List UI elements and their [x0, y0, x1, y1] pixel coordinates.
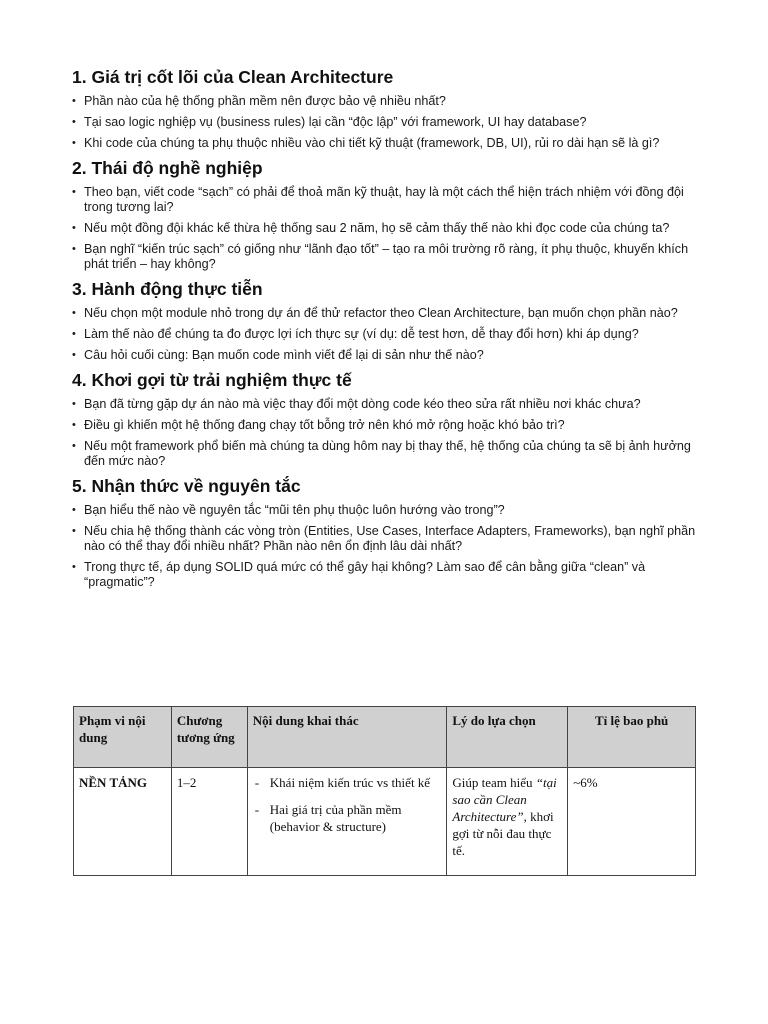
- header-reason: Lý do lựa chọn: [447, 707, 568, 768]
- header-scope: Phạm vi nội dung: [74, 707, 172, 768]
- section-title: 5. Nhận thức về nguyên tắc: [72, 476, 301, 496]
- list-item: [72, 560, 708, 590]
- list-item: [72, 524, 708, 554]
- section-2: [72, 157, 708, 272]
- bullet-icon: •: [72, 186, 76, 198]
- list-item: [72, 242, 708, 272]
- cell-reason: [447, 768, 568, 876]
- question-text: Nếu một framework phổ biến mà chúng ta dùng hôm nay bị thay thế, hệ thống của chúng ta sẽ bị ảnh hưởng đến mức nào?: [84, 439, 691, 468]
- list-item: [72, 136, 708, 151]
- question-list: [72, 306, 708, 363]
- reason-tail: , khơi gợi từ nỗi đau thực tế.: [452, 809, 554, 858]
- list-item: [72, 439, 708, 469]
- cell-chapter: 1–2: [171, 768, 247, 876]
- header-content: Nội dung khai thác: [247, 707, 447, 768]
- bullet-icon: •: [72, 307, 76, 319]
- question-list: [72, 397, 708, 469]
- question-text: Nếu chọn một module nhỏ trong dự án để thử refactor theo Clean Architecture, bạn muốn chọn phần nào?: [84, 306, 678, 320]
- bullet-icon: •: [72, 137, 76, 149]
- bullet-icon: •: [72, 440, 76, 452]
- bullet-icon: •: [72, 116, 76, 128]
- question-text: Làm thế nào để chúng ta đo được lợi ích thực sự (ví dụ: dễ test hơn, dễ thay đổi hơn) khi áp dụng?: [84, 327, 639, 341]
- question-list: [72, 94, 708, 151]
- coverage-table: [73, 706, 696, 876]
- table-header-row: [74, 707, 696, 768]
- question-text: Nếu một đồng đội khác kế thừa hệ thống sau 2 năm, họ sẽ cảm thấy thế nào khi đọc code của chúng ta?: [84, 221, 670, 235]
- list-item: [253, 774, 442, 791]
- dash-icon: -: [254, 802, 260, 817]
- bullet-icon: •: [72, 243, 76, 255]
- bullet-icon: •: [72, 222, 76, 234]
- question-text: Bạn hiểu thế nào về nguyên tắc “mũi tên phụ thuộc luôn hướng vào trong”?: [84, 503, 505, 517]
- list-item: [72, 503, 708, 518]
- bullet-icon: •: [72, 504, 76, 516]
- table-row: [74, 768, 696, 876]
- section-3: [72, 278, 708, 363]
- header-chapter: Chương tương ứng: [171, 707, 247, 768]
- bullet-icon: •: [72, 95, 76, 107]
- question-text: Phần nào của hệ thống phần mềm nên được bảo vệ nhiều nhất?: [84, 94, 446, 108]
- reason-lead: Giúp team hiểu: [452, 775, 533, 790]
- question-text: Tại sao logic nghiệp vụ (business rules) lại cần “độc lập” với framework, UI hay database?: [84, 115, 587, 129]
- question-text: Khi code của chúng ta phụ thuộc nhiều vào chi tiết kỹ thuật (framework, DB, UI), rủi ro dài hạn sẽ là gì?: [84, 136, 660, 150]
- list-item: [72, 94, 708, 109]
- bullet-icon: •: [72, 561, 76, 573]
- bullet-icon: •: [72, 349, 76, 361]
- section-title: 1. Giá trị cốt lõi của Clean Architecture: [72, 67, 394, 87]
- section-title: 2. Thái độ nghề nghiệp: [72, 158, 263, 178]
- header-coverage: Tỉ lệ bao phủ: [568, 707, 696, 768]
- question-text: Theo bạn, viết code “sạch” có phải để thoả mãn kỹ thuật, hay là một cách thể hiện trách nhiệm với đồng đội trong tương lai?: [84, 185, 684, 214]
- question-text: Trong thực tế, áp dụng SOLID quá mức có thể gây hại không? Làm sao để cân bằng giữa “clean” và “pragmatic”?: [84, 560, 646, 589]
- section-4: [72, 369, 708, 469]
- list-item: [72, 185, 708, 215]
- dash-icon: -: [254, 775, 260, 790]
- question-text: Nếu chia hệ thống thành các vòng tròn (Entities, Use Cases, Interface Adapters, Frameworks), bạn nghĩ phần nào có thể thay đổi nhiều nhất? Phần nào nên ổn định lâu dài nhất?: [84, 524, 696, 553]
- list-item: [253, 801, 442, 835]
- section-1: [72, 66, 708, 151]
- question-list: [72, 185, 708, 272]
- list-item: [72, 221, 708, 236]
- cell-coverage: ~6%: [568, 768, 696, 876]
- list-item: [72, 115, 708, 130]
- bullet-icon: •: [72, 419, 76, 431]
- cell-content: [247, 768, 447, 876]
- question-list: [72, 503, 708, 590]
- cell-scope: NỀN TẢNG: [74, 768, 172, 876]
- list-item: [72, 418, 708, 433]
- content-text: Hai giá trị của phần mềm (behavior & structure): [269, 802, 402, 834]
- section-title: 3. Hành động thực tiễn: [72, 279, 263, 299]
- content-text: Khái niệm kiến trúc vs thiết kế: [269, 775, 431, 790]
- bullet-icon: •: [72, 525, 76, 537]
- reason-quote: “tại sao cần Clean Architecture”: [452, 775, 557, 824]
- question-text: Điều gì khiến một hệ thống đang chạy tốt bỗng trở nên khó mở rộng hoặc khó bảo trì?: [84, 418, 565, 432]
- question-text: Bạn nghĩ “kiến trúc sạch” có giống như “lãnh đạo tốt” – tạo ra môi trường rõ ràng, ít phụ thuộc, khuyến khích phát triển – hay không?: [84, 242, 689, 271]
- question-text: Câu hỏi cuối cùng: Bạn muốn code mình viết để lại di sản như thế nào?: [84, 348, 484, 362]
- question-text: Bạn đã từng gặp dự án nào mà việc thay đổi một dòng code kéo theo sửa rất nhiều nơi khác chưa?: [84, 397, 641, 411]
- list-item: [72, 348, 708, 363]
- bullet-icon: •: [72, 398, 76, 410]
- bullet-icon: •: [72, 328, 76, 340]
- list-item: [72, 327, 708, 342]
- section-5: [72, 475, 708, 590]
- content-list: [253, 774, 442, 835]
- section-title: 4. Khơi gợi từ trải nghiệm thực tế: [72, 370, 352, 390]
- list-item: [72, 306, 708, 321]
- list-item: [72, 397, 708, 412]
